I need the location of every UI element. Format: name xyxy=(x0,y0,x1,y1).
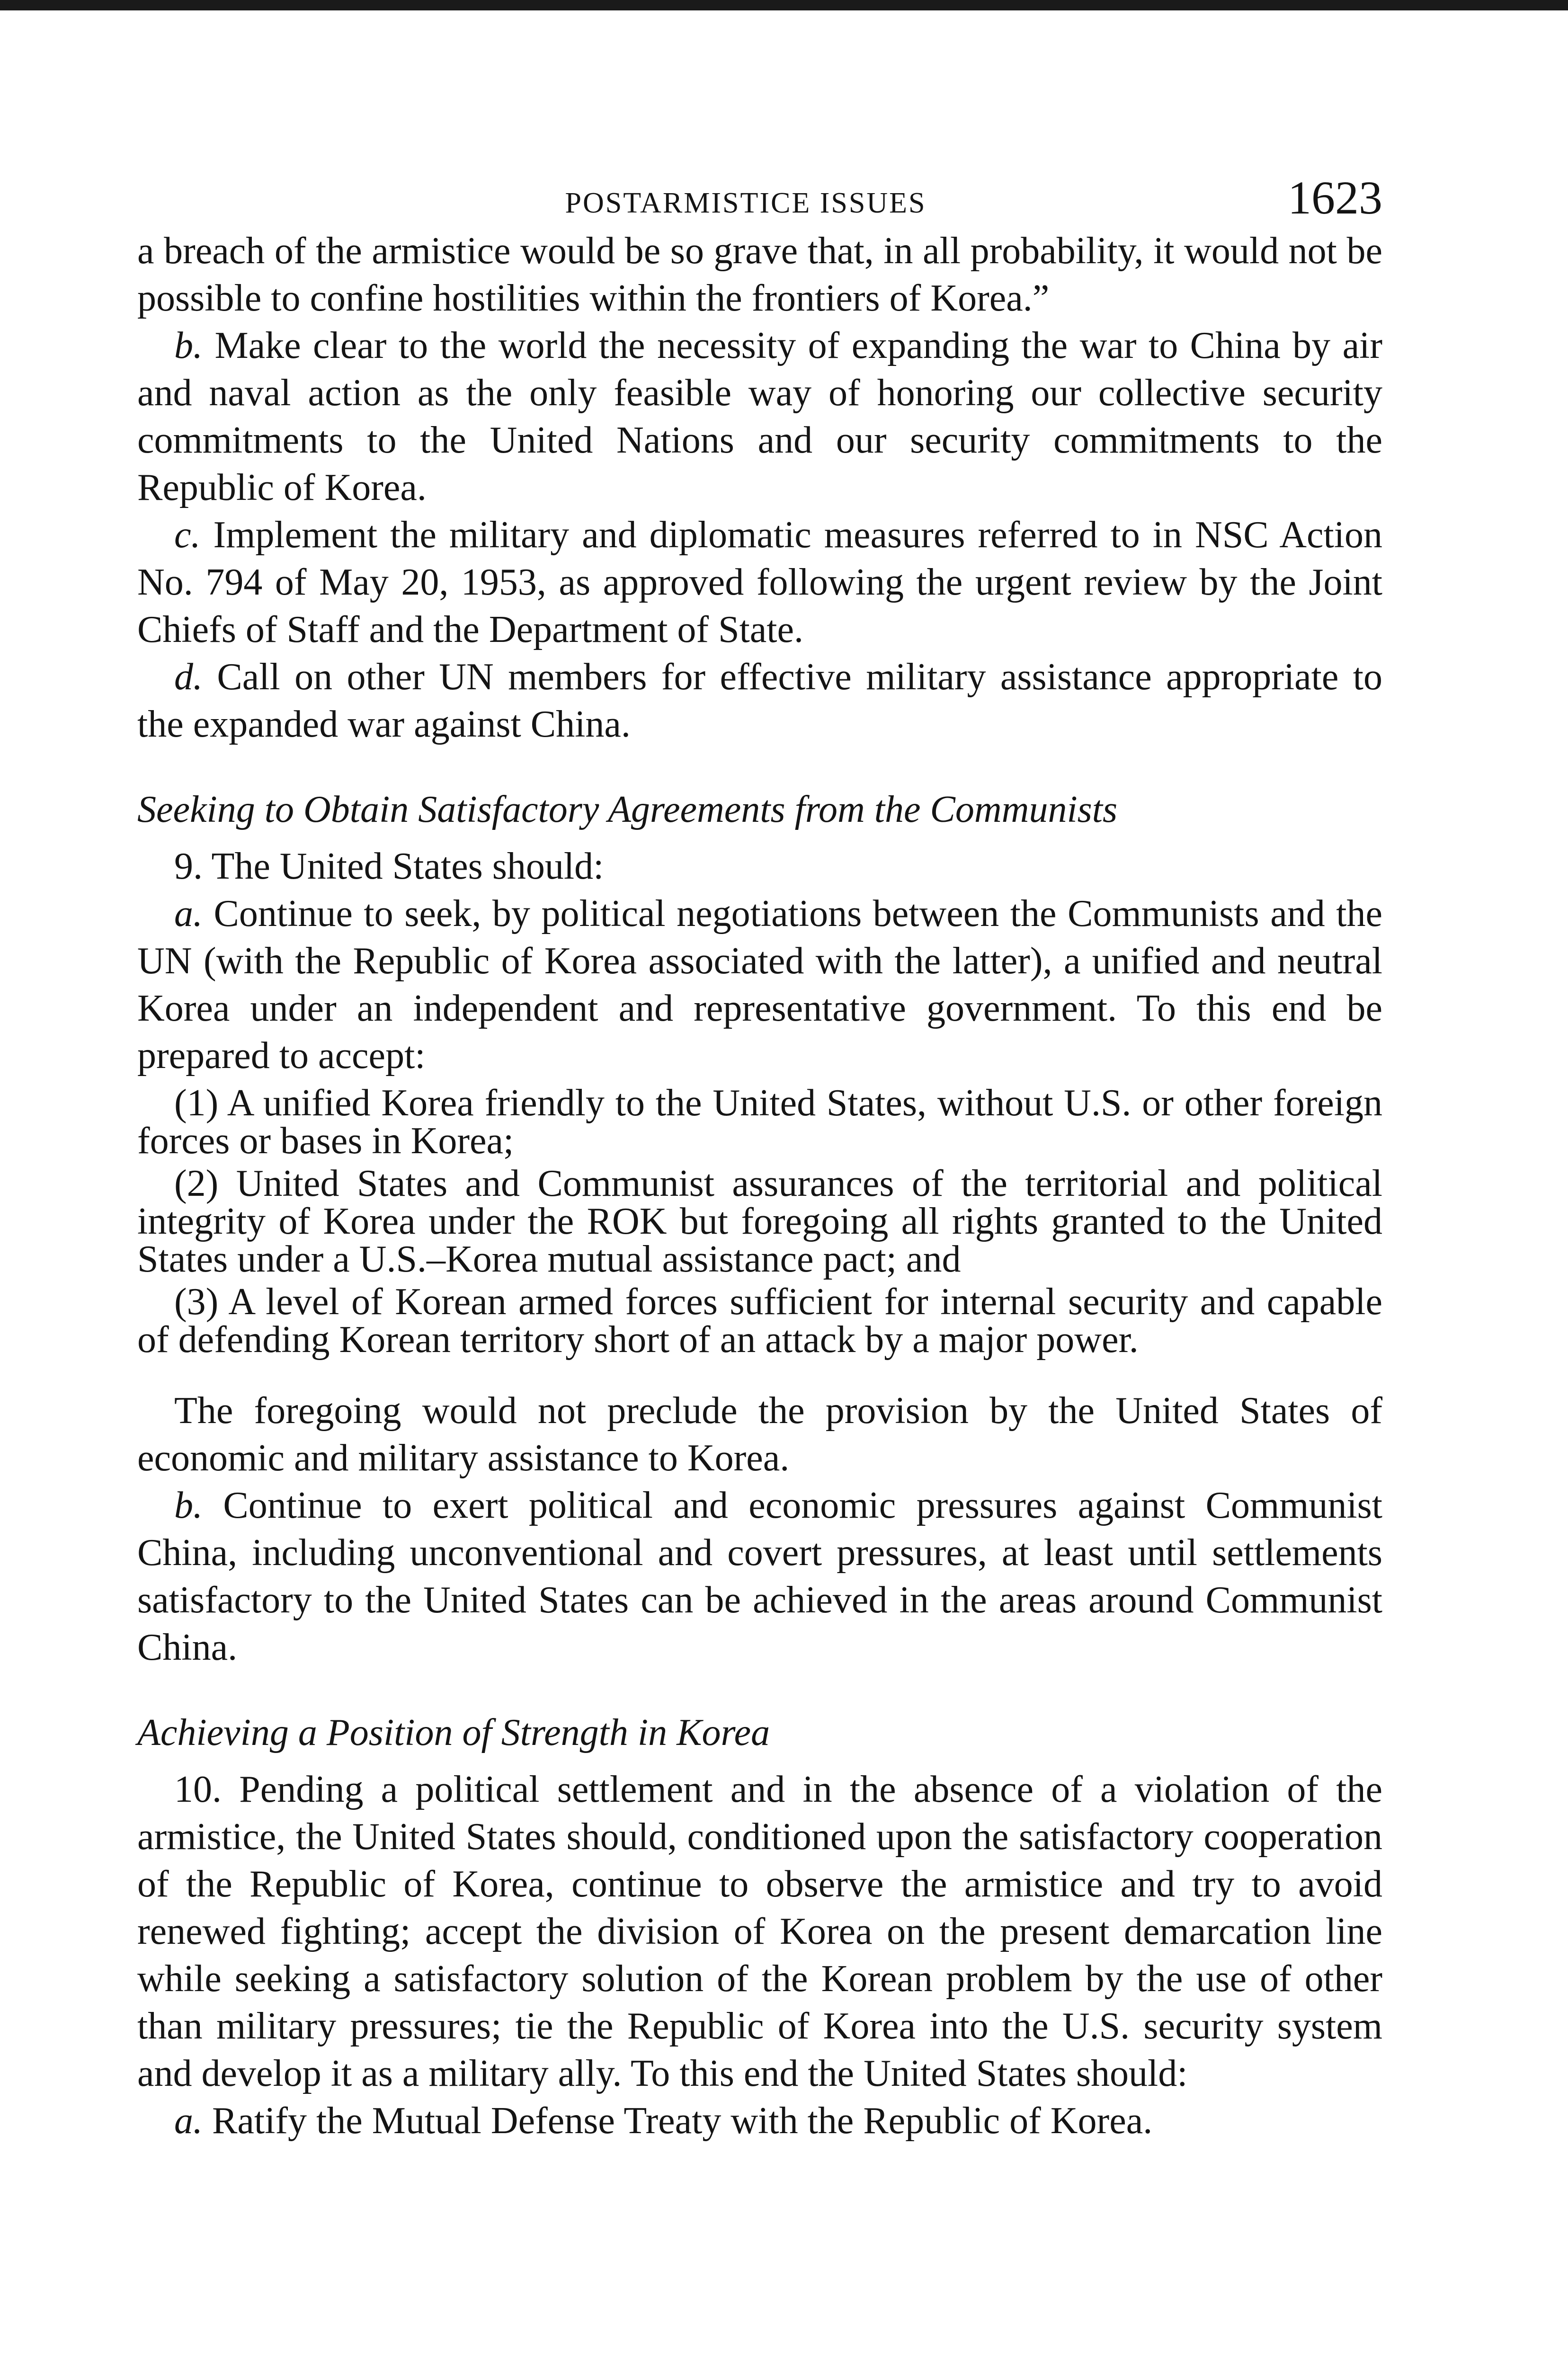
paragraph-10: 10. Pending a political settlement and in the absence of a violation of the armistice, the United States should, conditioned upon the satisfactory cooperation of the Republic of Korea, continue to observe the armistice and try to avoid renewed fighting; accept the division of Korea on the present demarcation line while seeking a satisfactory solution of the Korean problem by the use of other than military pressures; tie the Republic of Korea into the U.S. security system and develop it as a military ally. To this end the United States should: xyxy=(137,1769,1382,2094)
running-header xyxy=(137,170,1382,227)
item-a-unified-korea xyxy=(137,890,1382,1079)
paragraph-9: 9. The United States should: xyxy=(174,845,604,887)
item-letter: a. xyxy=(174,2100,203,2142)
item-c-implement-measures xyxy=(137,511,1382,653)
item-text: Continue to exert political and economic pressures against Communist China, including unconventional and covert pressures, at least until settlements satisfactory to the United States can be achieved in the areas around Communist China. xyxy=(137,1485,1382,1668)
top-border-rule xyxy=(0,0,1568,10)
subitem-1: (1) A unified Korea friendly to the United States, without U.S. or other foreign forces or bases in Korea; xyxy=(137,1082,1382,1162)
paragraph-foregoing: The foregoing would not preclude the provision by the United States of economic and military assistance to Korea. xyxy=(137,1390,1382,1479)
item-letter: b. xyxy=(174,325,203,366)
subitem-3: (3) A level of Korean armed forces sufficient for internal security and capable of defending Korean territory short of an attack by a major power. xyxy=(137,1281,1382,1361)
item-b-expand-war xyxy=(137,322,1382,511)
item-text: Call on other UN members for effective military assistance appropriate to the expanded war against China. xyxy=(137,656,1382,745)
spacer xyxy=(137,1359,1382,1387)
item-a-ratify-treaty xyxy=(137,2097,1382,2145)
item-letter: a. xyxy=(174,893,203,934)
item-text: Make clear to the world the necessity of expanding the war to China by air and naval action as the only feasible way of honoring our collective security commitments to the United Nations and our security commitments to the Republic of Korea. xyxy=(137,325,1382,508)
item-text: Continue to seek, by political negotiations between the Communists and the UN (with the Republic of Korea associated with the latter), a unified and neutral Korea under an independent and representative government. To this end be prepared to accept: xyxy=(137,893,1382,1077)
item-letter: c. xyxy=(174,514,201,556)
item-d-call-on-un xyxy=(137,653,1382,748)
item-text: Implement the military and diplomatic measures referred to in NSC Action No. 794 of May 20, 1953, as approved following the urgent review by the Joint Chiefs of Staff and the Department of State. xyxy=(137,514,1382,650)
subitem-2: (2) United States and Communist assurances of the territorial and political integrity of Korea under the ROK but foregoing all rights granted to the United States under a U.S.–Korea mutual assistance pact; and xyxy=(137,1163,1382,1280)
item-letter: d. xyxy=(174,656,203,698)
item-text: Ratify the Mutual Defense Treaty with the Republic of Korea. xyxy=(203,2100,1153,2142)
continuation-paragraph: a breach of the armistice would be so grave that, in all probability, it would not be possible to confine hostilities within the frontiers of Korea.” xyxy=(137,230,1382,319)
running-title: POSTARMISTICE ISSUES xyxy=(565,187,927,219)
document-page xyxy=(137,170,1382,2145)
section-heading-strength: Achieving a Position of Strength in Korea xyxy=(137,1712,770,1753)
section-heading-agreements: Seeking to Obtain Satisfactory Agreements from the Communists xyxy=(137,789,1118,830)
item-b-pressures xyxy=(137,1482,1382,1671)
page-number: 1623 xyxy=(1288,171,1382,224)
item-letter: b. xyxy=(174,1485,203,1526)
